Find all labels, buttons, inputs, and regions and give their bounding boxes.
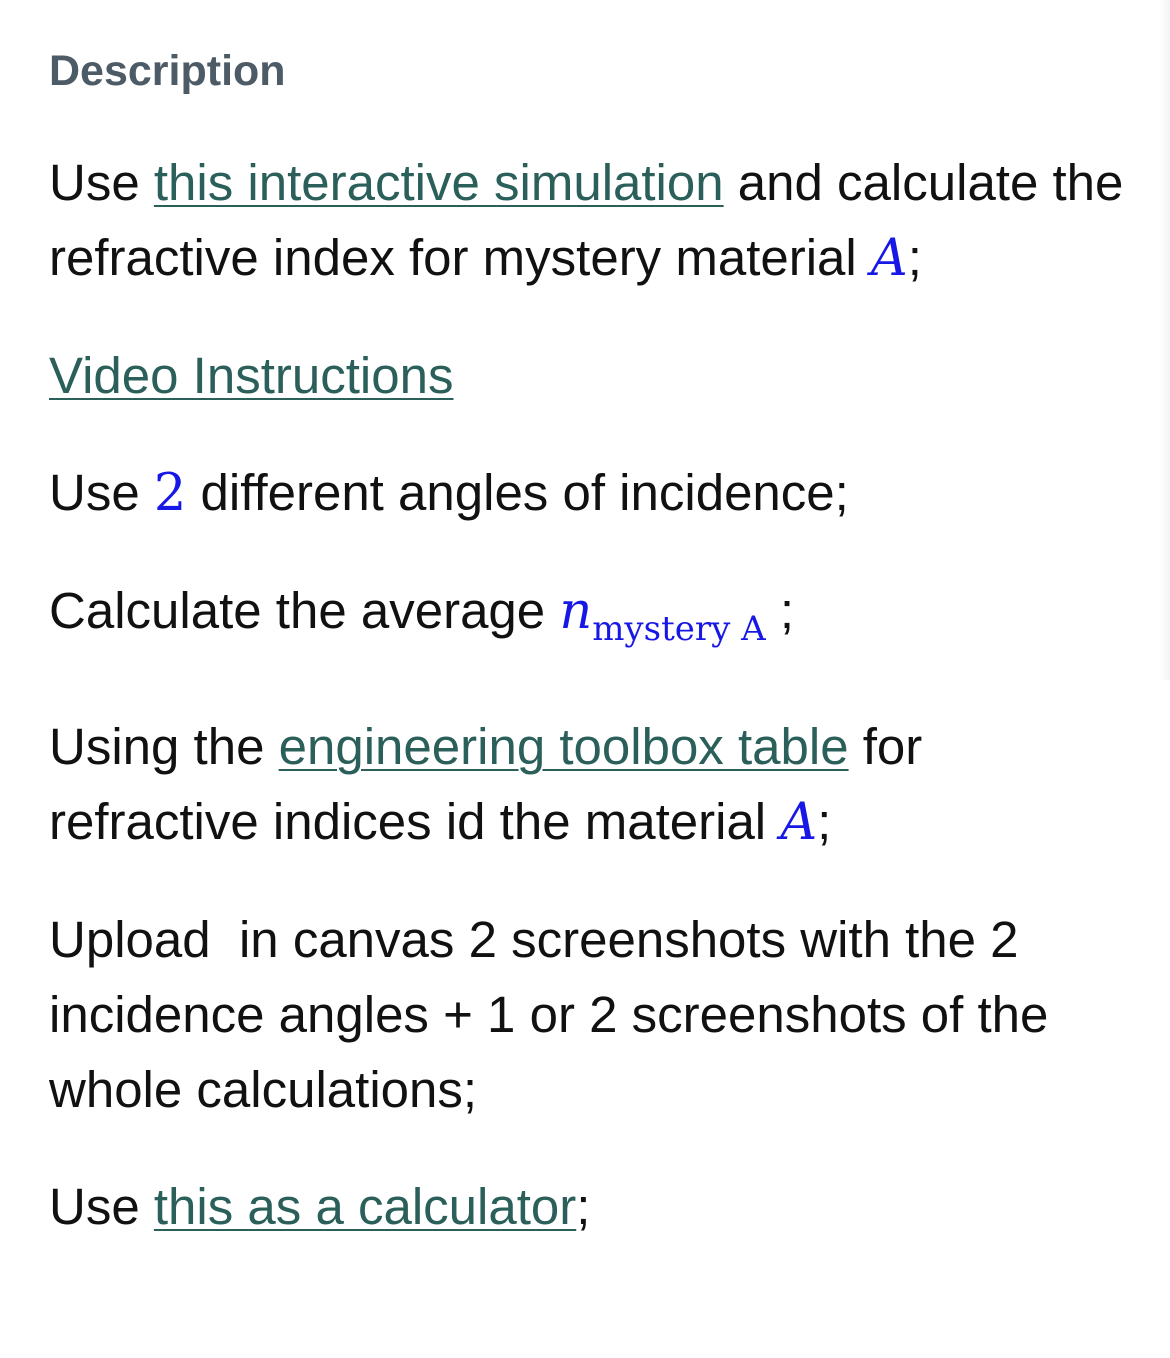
average-prefix: Calculate the average [49, 581, 560, 639]
refractive-index-subscript: mystery A [592, 608, 766, 649]
simulation-middle-text: and calculate the refractive index for mystery material [49, 153, 1124, 286]
toolbox-prefix: Using the [49, 717, 279, 775]
toolbox-middle-text: for refractive indices id the material [49, 717, 923, 850]
simulation-prefix: Use [49, 153, 154, 211]
calculator-instruction [49, 1169, 1139, 1244]
page-edge-shadow [1160, 0, 1170, 680]
angles-suffix: different angles of incidence; [186, 463, 849, 521]
toolbox-suffix: ; [817, 792, 832, 850]
video-instructions-link[interactable]: Video Instructions [49, 346, 454, 404]
engineering-toolbox-link[interactable]: engineering toolbox table [278, 717, 849, 775]
material-a-variable: A [780, 792, 818, 852]
calculator-link[interactable]: this as a calculator [153, 1177, 577, 1235]
mystery-material-variable: A [870, 228, 908, 288]
angles-instruction [49, 455, 1139, 531]
calculator-suffix: ; [576, 1177, 591, 1235]
interactive-simulation-link[interactable]: this interactive simulation [153, 153, 724, 211]
refractive-index-symbol: n [559, 581, 593, 641]
simulation-instruction [49, 145, 1139, 296]
video-instructions-paragraph [49, 338, 1139, 413]
upload-instruction: Upload in canvas 2 screenshots with the 2 incidence angles + 1 or 2 screenshots of the whole calculations; [49, 910, 1063, 1118]
toolbox-instruction [49, 709, 1139, 860]
assignment-description [49, 46, 1139, 1286]
angles-prefix: Use [49, 463, 154, 521]
simulation-suffix: ; [907, 228, 922, 286]
average-instruction [49, 573, 1139, 667]
description-heading: Description [49, 47, 286, 95]
angle-count-value: 2 [153, 463, 187, 523]
average-suffix: ; [765, 581, 795, 639]
calculator-prefix: Use [49, 1177, 154, 1235]
